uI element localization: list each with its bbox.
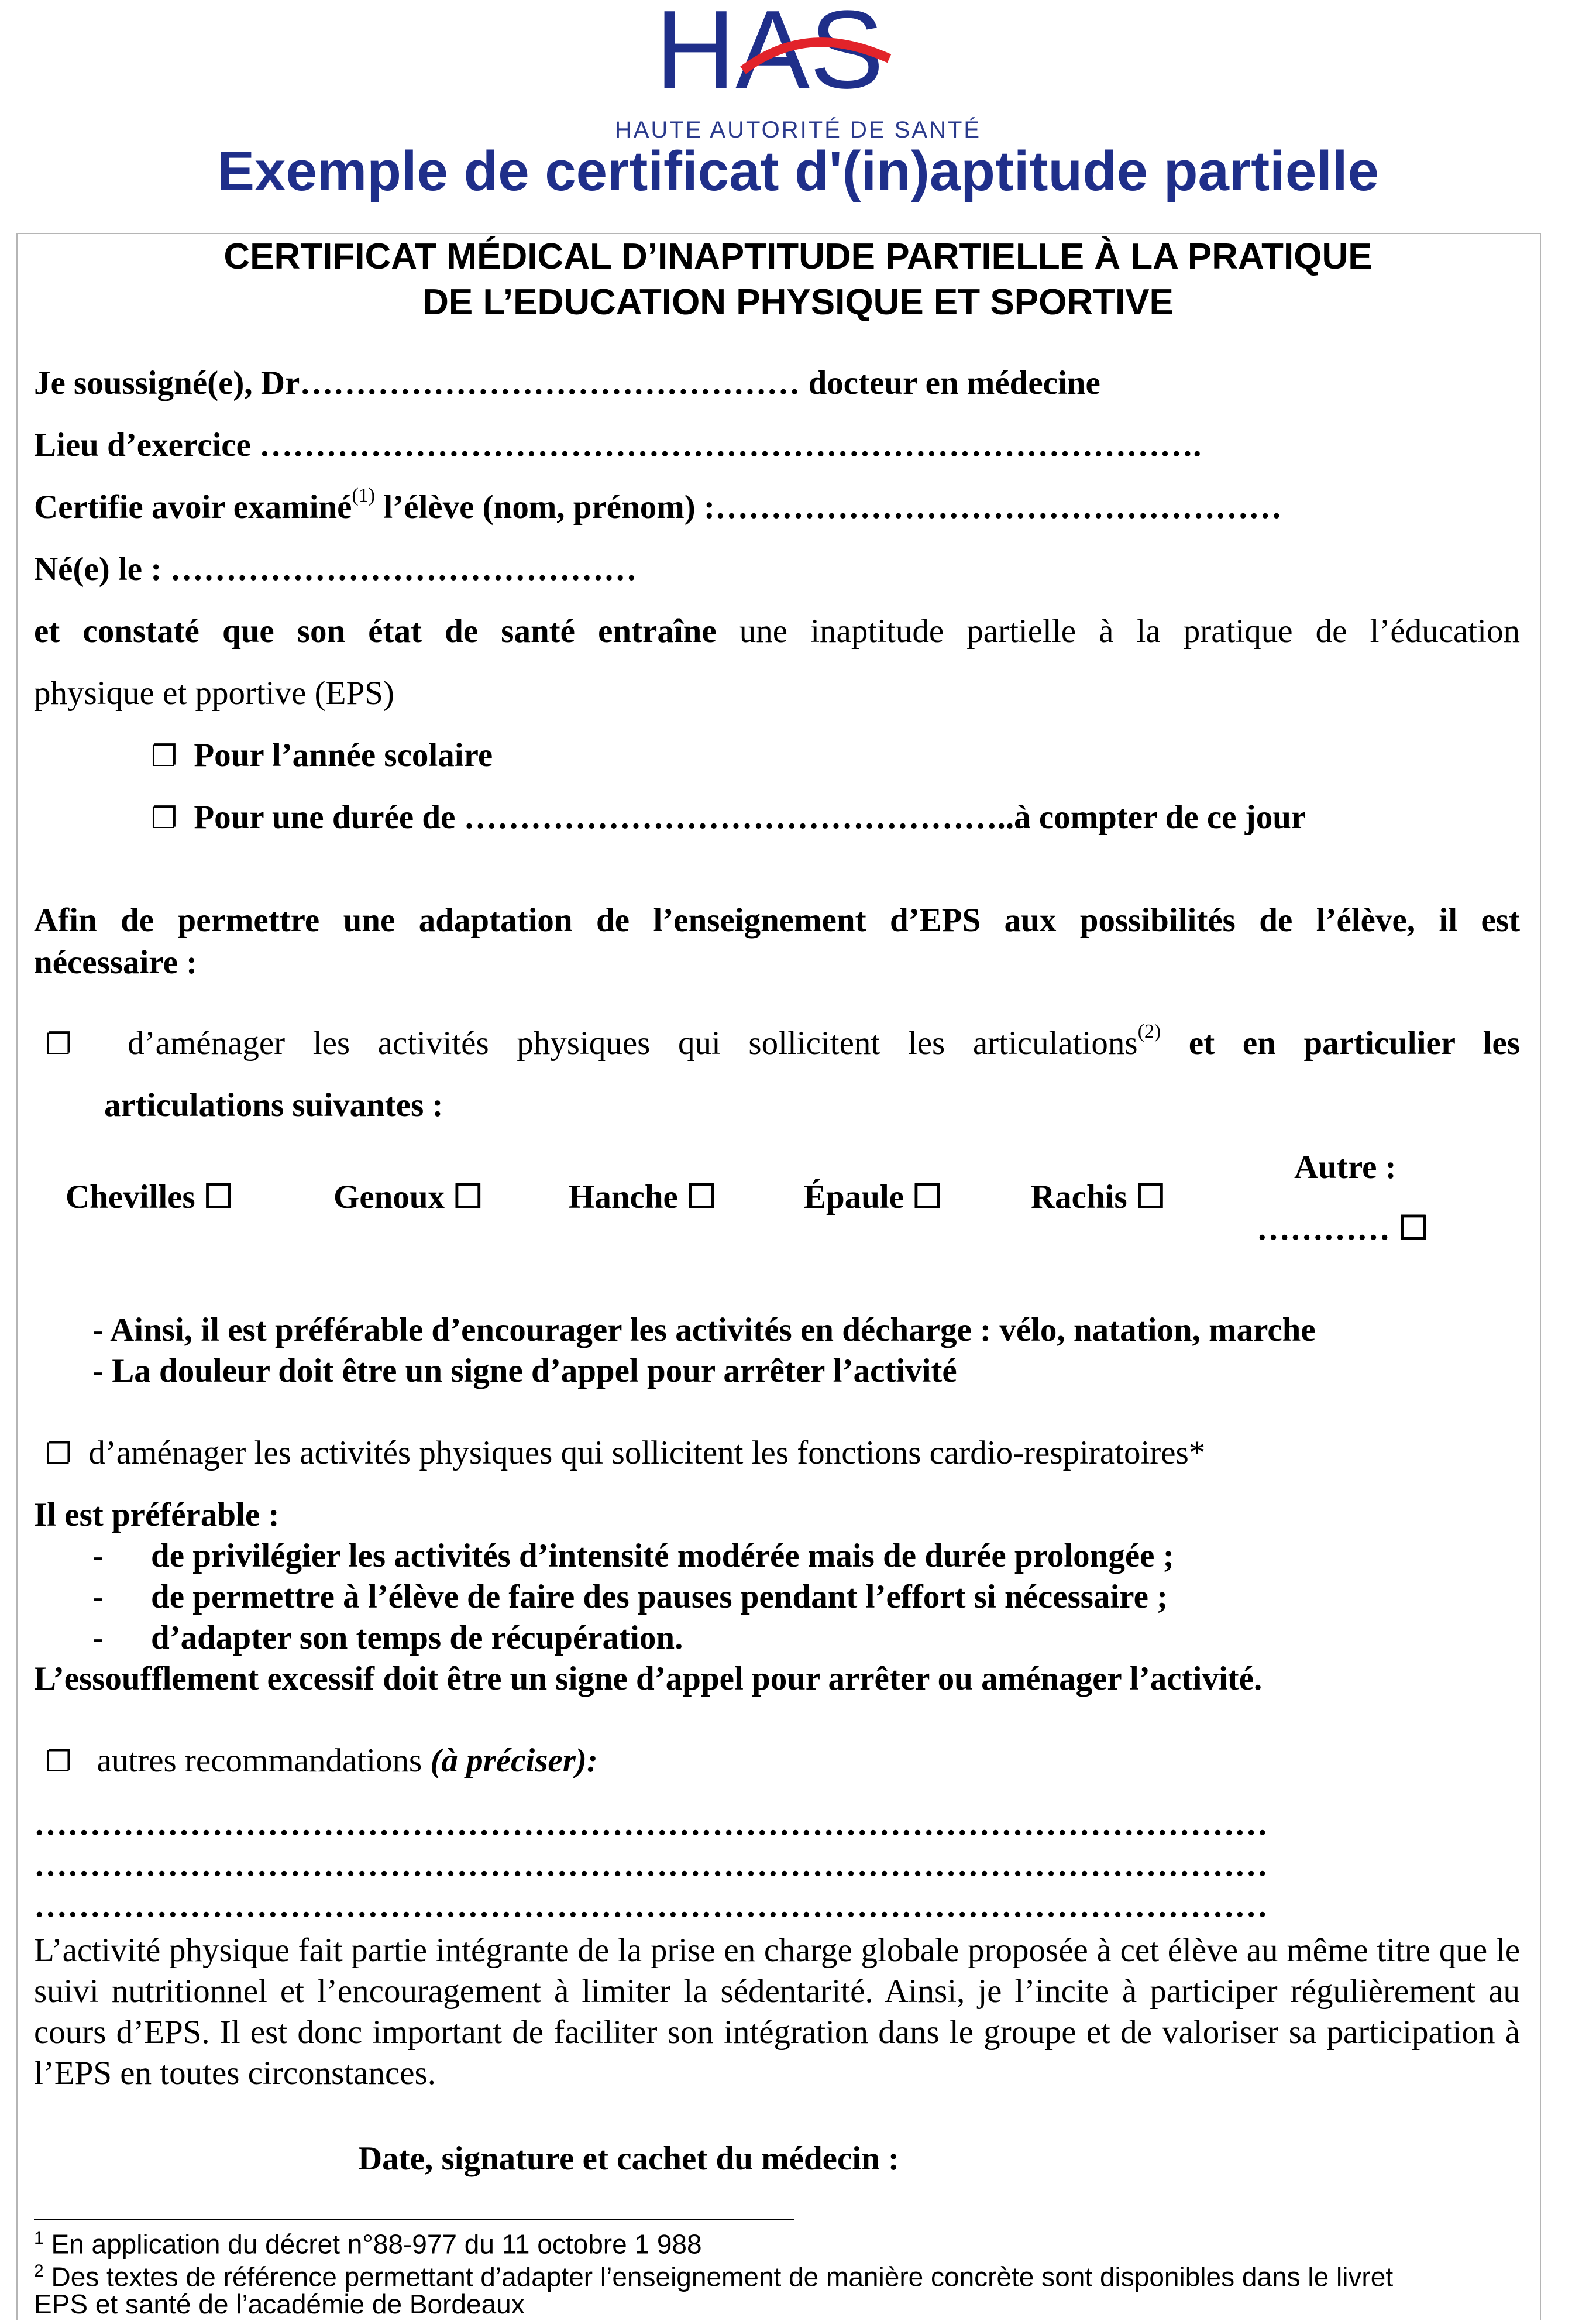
checkbox-icon[interactable]: ❐ xyxy=(46,1437,72,1471)
afin-line2: nécessaire : xyxy=(34,944,198,981)
joint-autre-label: Autre : xyxy=(1294,1149,1396,1186)
has-logo-graphic xyxy=(655,0,959,117)
page-title: Exemple de certificat d'(in)aptitude partielle xyxy=(217,140,1379,202)
amenager-cardio-label: d’aménager les activités physiques qui sollicitent les fonctions cardio-respiratoires* xyxy=(88,1434,1206,1471)
joint-rachis-checkbox[interactable]: Rachis ☐ xyxy=(1031,1179,1166,1216)
checkbox-icon[interactable]: ❐ xyxy=(46,1745,72,1778)
joint-genoux-checkbox[interactable]: Genoux ☐ xyxy=(333,1179,483,1216)
preferable-title: Il est préférable : xyxy=(34,1496,280,1533)
footnote-1-num: 1 xyxy=(34,2229,44,2248)
signature-label: Date, signature et cachet du médecin : xyxy=(358,2140,900,2177)
logo-letters: HAS xyxy=(655,0,884,112)
date-naissance-field[interactable]: Né(e) le : …………………………………… xyxy=(34,551,637,588)
footnote-divider xyxy=(34,2219,794,2220)
checkbox-icon[interactable]: ❐ xyxy=(151,801,177,835)
footnote-2-line2: EPS et santé de l’académie de Bordeaux xyxy=(34,2289,525,2319)
eleve-field[interactable] xyxy=(34,485,1282,526)
recommandations-line-2[interactable]: ………………………………………………………………………………………………… xyxy=(34,1846,1268,1883)
eleve-label: l’élève (nom, prénom) :…………………………………………… xyxy=(375,489,1282,526)
joint-epaule-checkbox[interactable]: Épaule ☐ xyxy=(804,1179,943,1216)
preferable-item: - xyxy=(92,1619,104,1656)
constate-rest: une inaptitude partielle à la pratique de l’éducation xyxy=(716,613,1520,650)
ainsi-line1: - Ainsi, il est préférable d’encourager les activités en décharge : vélo, natation, marche xyxy=(92,1311,1316,1348)
footnote-ref-1: (1) xyxy=(352,485,376,506)
afin-line1: Afin de permettre une adaptation de l’enseignement d’EPS aux possibilités de l’élève, il est xyxy=(34,902,1520,939)
amenager-articulations[interactable] xyxy=(46,1021,1520,1062)
option-duree-label: Pour une durée de …………………………………………..à compter de ce jour xyxy=(194,799,1306,836)
certificate-title-line1: CERTIFICAT MÉDICAL D’INAPTITUDE PARTIELLE À LA PRATIQUE xyxy=(223,236,1373,277)
recommandations-line-3[interactable]: ………………………………………………………………………………………………… xyxy=(34,1887,1268,1924)
joint-autre-field[interactable]: ………… ☐ xyxy=(1257,1210,1429,1247)
preferable-item-1: de privilégier les activités d’intensité modérée mais de durée prolongée ; xyxy=(151,1537,1174,1574)
autres-recommandations[interactable] xyxy=(46,1742,598,1780)
footnote-2-text: Des textes de référence permettant d’adapter l’enseignement de manière concrète sont disponibles dans le livret xyxy=(43,2261,1394,2292)
amenager-articulations-bold: et en particulier les xyxy=(1161,1025,1520,1062)
preferable-item-2: de permettre à l’élève de faire des pauses pendant l’effort si nécessaire ; xyxy=(151,1578,1168,1615)
preferable-item: - xyxy=(92,1578,104,1615)
soussigne-field[interactable]: Je soussigné(e), Dr……………………………………… docteur en médecine xyxy=(34,365,1100,401)
amenager-cardio[interactable] xyxy=(46,1434,1205,1472)
essoufflement-text: L’essoufflement excessif doit être un signe d’appel pour arrêter ou aménager l’activité. xyxy=(34,1660,1263,1697)
certificate-title-line2: DE L’EDUCATION PHYSIQUE ET SPORTIVE xyxy=(422,282,1174,322)
option-annee-scolaire[interactable] xyxy=(151,736,493,774)
preferable-item: - xyxy=(92,1537,104,1574)
checkbox-icon[interactable]: ❐ xyxy=(151,739,177,773)
footnote-ref-2: (2) xyxy=(1137,1021,1161,1042)
option-annee-label: Pour l’année scolaire xyxy=(194,737,493,774)
joint-hanche-checkbox[interactable]: Hanche ☐ xyxy=(569,1179,717,1216)
recommandations-line-1[interactable]: ………………………………………………………………………………………………… xyxy=(34,1805,1268,1842)
activite-paragraph: L’activité physique fait partie intégrante de la prise en charge globale proposée à cet élève au même titre que le suivi nutritionnel et l’encouragement à limiter la sédentarité. Ainsi, je l’incite à participer régulièrement au cours d’EPS. Il est donc important de faciliter son intégration dans le groupe et de valoriser sa participation à l’EPS en toutes circonstances. xyxy=(34,1932,1520,2092)
constate-bold: et constaté que son état de santé entraîne xyxy=(34,613,717,650)
joint-chevilles-checkbox[interactable]: Chevilles ☐ xyxy=(66,1179,234,1216)
a-preciser-label: (à préciser): xyxy=(430,1742,598,1779)
agency-name: HAUTE AUTORITÉ DE SANTÉ xyxy=(614,117,982,143)
certifie-label: Certifie avoir examiné xyxy=(34,489,352,526)
articulations-suivantes: articulations suivantes : xyxy=(104,1087,443,1124)
footnote-2-num: 2 xyxy=(34,2261,44,2281)
ainsi-line2: - La douleur doit être un signe d’appel pour arrêter l’activité xyxy=(92,1352,957,1389)
lieu-exercice-field[interactable]: Lieu d’exercice …………………………………………………………………………. xyxy=(34,427,1202,463)
amenager-articulations-label: d’aménager les activités physiques qui sollicitent les articulations xyxy=(128,1025,1138,1062)
preferable-item-3: d’adapter son temps de récupération. xyxy=(151,1619,683,1656)
constate-line2: physique et pportive (EPS) xyxy=(34,675,394,712)
autres-recommandations-label: autres recommandations xyxy=(97,1742,431,1779)
footnote-1-text: En application du décret n°88-977 du 11 octobre 1 988 xyxy=(43,2229,702,2260)
option-duree[interactable] xyxy=(151,798,1306,836)
constate-text xyxy=(34,612,1520,650)
checkbox-icon[interactable]: ❐ xyxy=(46,1027,72,1061)
